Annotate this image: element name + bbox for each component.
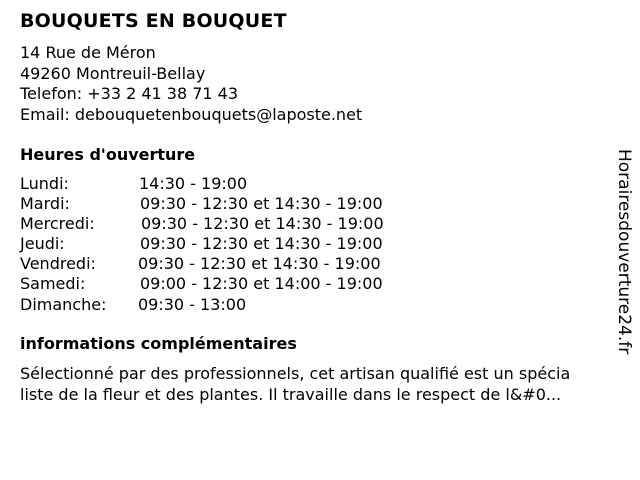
time-range: 09:30 - 12:30 et 14:30 - 19:00 [141, 214, 384, 234]
description-line: Sélectionné par des professionnels, cet artisan qualifié est un spécia [20, 364, 571, 383]
description-line: liste de la fleur et des plantes. Il travaille dans le respect de l&#0... [20, 384, 562, 404]
business-contact [20, 43, 362, 125]
address-street: 14 Rue de Méron [20, 43, 156, 62]
phone-number: Telefon: +33 2 41 38 71 43 [20, 84, 239, 103]
opening-hours-heading: Heures d'ouverture [20, 145, 196, 164]
business-name: BOUQUETS EN BOUQUET [20, 10, 287, 32]
additional-info-text [20, 364, 570, 405]
time-range: 09:30 - 12:30 et 14:30 - 19:00 [140, 194, 383, 214]
address-city: 49260 Montreuil-Bellay [20, 63, 206, 83]
time-range: 09:30 - 12:30 et 14:30 - 19:00 [138, 254, 381, 274]
day-label: Mercredi: [20, 214, 95, 234]
site-watermark [598, 134, 640, 370]
day-label: Samedi: [20, 274, 86, 294]
time-range: 09:30 - 13:00 [138, 294, 247, 314]
site-name: Horairesdouverture24.fr [614, 149, 634, 355]
time-range: 09:30 - 12:30 et 14:30 - 19:00 [140, 234, 383, 254]
day-label: Dimanche: [20, 294, 107, 314]
time-range: 09:00 - 12:30 et 14:00 - 19:00 [140, 274, 383, 294]
day-label: Vendredi: [20, 254, 96, 274]
day-label: Jeudi: [20, 234, 65, 254]
day-label: Mardi: [20, 194, 70, 214]
email-address: Email: debouquetenbouquets@laposte.net [20, 104, 363, 124]
time-range: 14:30 - 19:00 [139, 174, 248, 193]
additional-info-heading: informations complémentaires [20, 334, 297, 353]
day-label: Lundi: [20, 174, 69, 193]
